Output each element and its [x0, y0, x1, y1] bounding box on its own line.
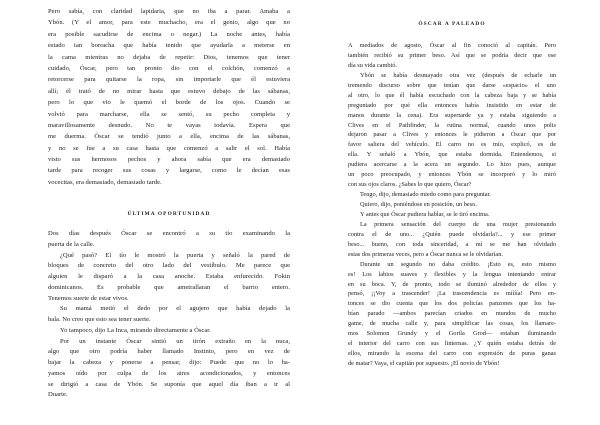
text-line: era posible sacudirse de encima o negar.) La noche antes, había — [48, 30, 290, 38]
paragraph — [48, 229, 290, 251]
left-top-text — [48, 6, 290, 188]
text-line: A mediados de agosto, Óscar al fin conoció al capitán. Pero — [348, 42, 556, 49]
text-line: ¿Qué pasó? El tío le mostró la puerta y señaló la pared de — [60, 251, 290, 259]
text-line: favor saliera del vehículo. El carro no es mío, explicó, es de — [348, 141, 556, 149]
text-line: game, de mucha calle y, para simplificar las cosas, los llamare- — [348, 320, 556, 328]
paragraph — [48, 251, 290, 305]
text-line: tonces se dio cuenta que los dos policías panzones que los ha- — [348, 300, 556, 308]
text-line: me duerma. Óscar se tendió junto a ella, encima de las sábanas, — [48, 133, 290, 141]
text-line: en su boca. Y, de pronto, todo se iluminó alrededor de ellos y — [348, 280, 556, 288]
text-line: manos durante la cena). Era supertarde ya y estaba siguiendo a — [348, 111, 556, 119]
text-line: alguien le disparó a la casa anoche. Estaba enfurecido. Fokin — [48, 273, 290, 280]
text-line: Durante un segundo no daba crédito. ¡Esto es, esto mismo — [360, 260, 556, 268]
paragraph — [48, 337, 290, 402]
text-line: allí; él trató de no mirar hasta que estuvo debajo de las sábanas, — [48, 87, 290, 95]
text-line: Pero sabía, con claridad lapidaria, que no iba a parar. Amaba a — [48, 8, 290, 15]
text-line: contra el de uno... ¿Quién puede olvidarla?... y ese primer — [348, 230, 556, 238]
text-line: Ybón se había desmayado otra vez (después de echarle un — [360, 71, 556, 79]
text-line: también recibió su primer beso. Así que se podría decir que ese — [348, 51, 556, 59]
text-line: bloques de concreto del otro lado del vestíbulo. Me parece que — [48, 262, 290, 270]
text-line: al otro, lo que él había escuchado con la cabeza baja y se había — [348, 91, 556, 99]
text-line: de matar? Vaya, el capitán por supuesto. ¡El novio de Ybón! — [348, 360, 500, 367]
text-line: cuidado, Óscar, pero tan pronto dio con el colchón, comenzó a — [48, 64, 290, 72]
paragraph — [348, 220, 556, 260]
paragraph — [48, 326, 290, 337]
paragraph — [348, 71, 556, 190]
text-line: Dos días después Óscar se encontró a su tío examinando la — [48, 230, 290, 237]
chapter-heading-ultima-oportunidad: ÚLTIMA OPORTUNIDAD — [127, 211, 211, 217]
text-line: pudiera acercarse a la acera un segundo. Lo hizo pues, aunque — [348, 161, 556, 169]
paragraph — [348, 210, 556, 220]
text-line: el interior del carro con sus linternas. ¿Y quién estaba detrás de — [348, 340, 556, 348]
text-line: ella. Y señaló a Ybón, que estaba dormida. Entendemos, si — [348, 151, 556, 159]
text-line: Clives en el Pathfinder, la rutina normal, cuando unos polis — [348, 121, 556, 129]
text-line: pero lo que vio le quemó el borde de los ojos. Cuando se — [48, 99, 290, 107]
text-line: vocecitas, era demasiado, demasiado tarde. — [48, 178, 162, 186]
paragraph — [348, 41, 556, 71]
text-line: con sus ojos claros. ¿Sabes lo que quiero, Óscar? — [348, 181, 472, 189]
text-line: estas dos primeras veces, pero a Óscar nunca se le olvidarían. — [348, 250, 503, 258]
text-line: tremendo discurso sobre que tenían que darse «espacio» el uno — [348, 81, 556, 89]
text-line: y no se fue a su casa hasta que comenzó a salir el sol. Había — [48, 144, 290, 152]
text-line: Tengo, dijo, demasiado miedo como para preguntar. — [360, 191, 491, 199]
text-line: retorcerse para quitarse la ropa, sin importarle que él estuviera — [48, 76, 290, 84]
text-line: pensó, ¡¡Voy a trascender! ¡La trascendencia es míííía! Pero en- — [348, 290, 556, 298]
paragraph — [348, 190, 556, 200]
text-line: dejaron pasar a Clives y entonces le pidieron a Óscar que por — [348, 131, 556, 139]
paragraph — [48, 6, 290, 188]
paragraph — [48, 304, 290, 326]
text-line: preguntado por qué ella entonces había insistido en estar de — [348, 101, 556, 109]
text-line: visto sus hermosos pechos y ahora sabía que era demasiado — [48, 156, 290, 164]
text-line: mos Solomon Grundy y el Gorila Grod— estaban iluminando — [348, 330, 556, 338]
text-line: día su vida cambió. — [348, 61, 397, 69]
paragraph — [348, 260, 556, 369]
text-line: yamos oído por culpa de los aires acondicionados, y entonces — [48, 369, 290, 377]
text-line: es! Los labios suaves y flexibles y la lengua intentando entrar — [348, 270, 556, 278]
text-line: Duarte. — [48, 391, 68, 399]
text-line: bajar la cabeza y ponerse a pensar, dijo: Puede que no lo ha- — [48, 359, 290, 366]
text-line: Y antes que Óscar pudiera hablar, se le tiró encima. — [360, 210, 490, 218]
text-line: Ybón. (Y el amor, para este muchacho, era el genio, algo que no — [48, 19, 290, 27]
text-line: ellos, mirando la escena del carro con expresión de puras ganas — [348, 350, 556, 358]
paragraph — [348, 200, 556, 210]
text-line: tarde para recoger sus cosas y largarse, como le decían esas — [48, 167, 290, 175]
text-line: un poco preocupado, y entonces Ybón se incorporó y lo miró — [348, 171, 556, 179]
text-line: algo que otro podría haber llamado Instinto, pero en vez de — [48, 348, 290, 356]
chapter-heading-oscar-apaleado: ÓSCAR A PALEADO — [418, 21, 486, 27]
text-line: dominicanos. Es probable que ametrallaran el barrio entero. — [48, 283, 290, 291]
text-line: bían parado —ambos parecían criados en mundos de mucho — [348, 310, 556, 318]
text-line: La primera sensación del cuerpo de una mujer presionando — [360, 220, 556, 228]
text-line: Su mamá metió el dedo por el agujero que había dejado la — [60, 305, 290, 313]
text-line: se dirigió a casa de Ybón. Se suponía que aquel día iban a ir al — [48, 380, 290, 388]
text-line: la cama mientras no dejaba de repetir: Dios, tenemos que tener — [48, 53, 290, 61]
text-line: volvió para marcharse, ella se sentó, su pecho completa y — [48, 110, 290, 118]
text-line: estado tan borracha que había tenido que ayudarla a meterse en — [48, 42, 290, 50]
text-line: bala. No creo que esto sea tener suerte. — [48, 316, 151, 323]
text-line: beso... bueno, con toda sinceridad, a mí se me han olvidado — [348, 240, 556, 248]
text-line: maravillosamente desnudo. No te vayas todavía. Espera que — [48, 121, 290, 129]
text-line: Tenemos suerte de estar vivos. — [48, 294, 129, 302]
text-line: Yo tampoco, dijo La Inca, mirando directamente a Óscar. — [60, 326, 211, 334]
text-line: puerta de la calle. — [48, 240, 95, 248]
text-line: Quiero, dijo, poniéndose en posición, un beso. — [360, 201, 477, 208]
left-bottom-text — [48, 229, 290, 401]
text-line: Por un instante Óscar sintió un tirón extraño en la nuca, — [60, 337, 290, 345]
right-page — [300, 0, 600, 425]
right-text — [348, 41, 556, 369]
